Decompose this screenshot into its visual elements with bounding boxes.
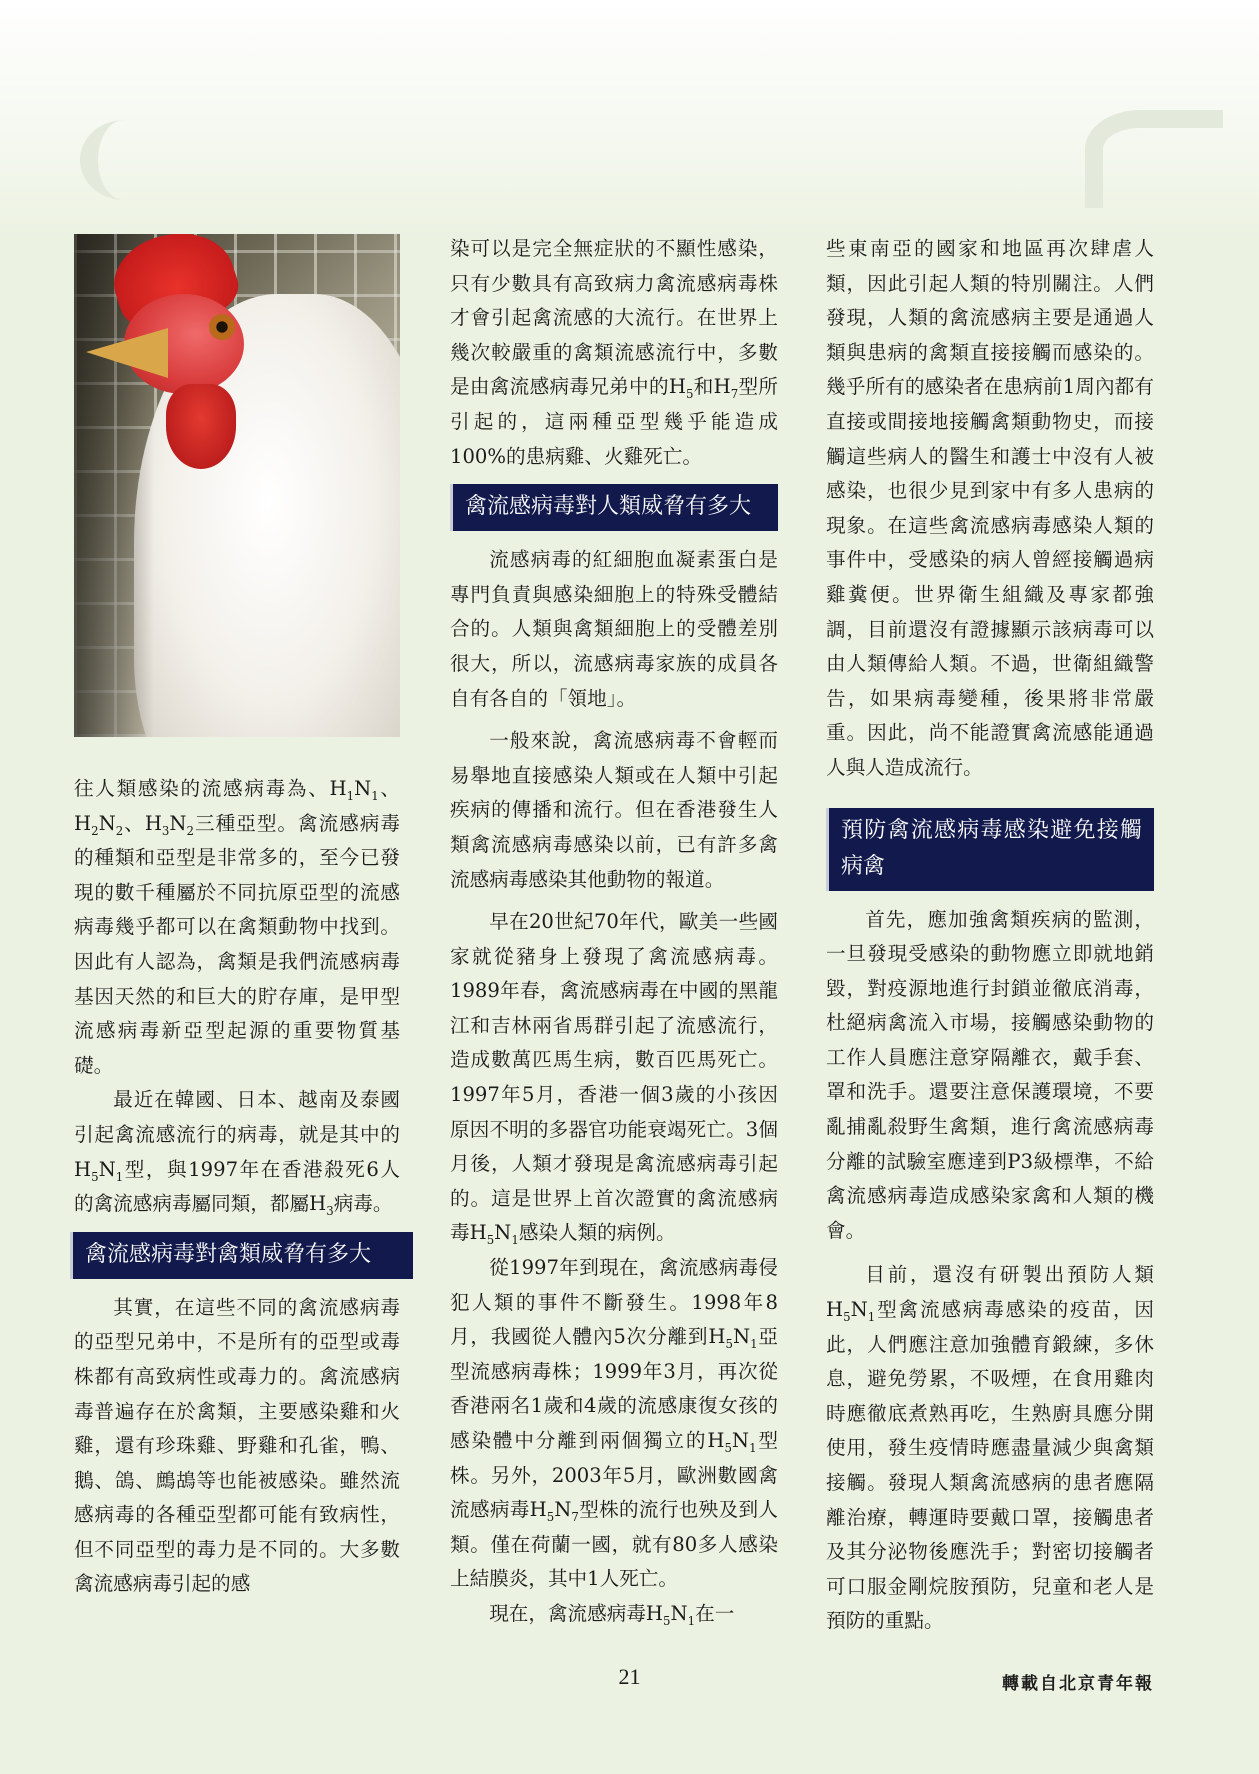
chicken-beak (86, 328, 168, 378)
chicken-eye (209, 314, 235, 340)
col3-paragraph-3: 目前，還沒有研製出預防人類$H_5N_1$型禽流感病毒感染的疫苗，因此，人們應注意加強體育鍛練，多休息，避免勞累，不吸煙，在食用雞肉時應徹底煮熟再吃，生熟廚具應分開使用，發生疫情時應盡量減少與禽類接觸。發現人類禽流感病的患者應隔離治療，轉運時要戴口罩，接觸患者及其分泌物後應洗手；對密切接觸者可口服金剛烷胺預防，兒童和老人是預防的重點。 (826, 1263, 1154, 1633)
col2-paragraph-6: 現在，禽流感病毒$H_5N_1$在一 (489, 1601, 735, 1628)
background-watermark-shape (80, 120, 168, 200)
col3-paragraph-1: 些東南亞的國家和地區再次肆虐人類，因此引起人類的特別關注。人們發現，人類的禽流感病主要是通過人類與患病的禽類直接接觸而感染的。幾乎所有的感染者在患病前1周內都有直接或間接地接觸禽類動物史，而接觸這些病人的醫生和護士中沒有人被感染，也很少見到家中有多人患病的現象。在這些禽流感病毒感染人類的事件中，受感染的病人曾經接觸過病雞糞便。世界衛生組織及專家都強調，目前還沒有證據顯示該病毒可以由人類傳給人類。不過，世衛組織警告，如果病毒變種，後果將非常嚴重。因此，尚不能證實禽流感能通過人與人造成流行。 (826, 237, 1154, 779)
col2-paragraph-3: 一般來說，禽流感病毒不會輕而易舉地直接感染人類或在人類中引起疾病的傳播和流行。但在香港發生人類禽流感病毒感染以前，已有許多禽流感病毒感染其他動物的報道。 (450, 729, 778, 891)
col1-paragraph-3: 其實，在這些不同的禽流感病毒的亞型兄弟中，不是所有的亞型或毒株都有高致病性或毒力的。禽流感病毒普遍存在於禽類，主要感染雞和火雞，還有珍珠雞、野雞和孔雀，鴨、鵝、鴿、鷓鴣等也能被感染。雖然流感病毒的各種亞型都可能有致病性，但不同亞型的毒力是不同的。大多數禽流感病毒引起的感 (74, 1295, 400, 1596)
background-watermark-shape-right (1085, 110, 1223, 208)
source-credit: 轉載自北京青年報 (1002, 1673, 1154, 1694)
col1-paragraph-2: 最近在韓國、日本、越南及泰國引起禽流感流行的病毒，就是其中的$H_5N_1$型，與1997年在香港殺死6人的禽流感病毒屬同類，都屬$H_3$病毒。 (74, 1088, 400, 1219)
chicken-wattle (166, 384, 236, 469)
col3-paragraph-2: 首先，應加強禽類疾病的監測，一旦發現受感染的動物應立即就地銷毀，對疫源地進行封鎖並徹底消毒，杜絕病禽流入市場，接觸感染動物的工作人員應注意穿隔離衣，戴手套、罩和洗手。還要注意保護環境，不要亂捕亂殺野生禽類，進行禽流感病毒分離的試驗室應達到P3級標準，不給禽流感病毒造成感染家禽和人類的機會。 (826, 907, 1154, 1242)
chicken-photo (74, 234, 400, 737)
section-heading-poultry-threat: 禽流感病毒對禽類威脅有多大 (70, 1232, 413, 1279)
col1-paragraph-1: 往人類感染的流感病毒為、$H_1N_1$、$H_2N_2$、$H_3N_2$三種亞型。禽流感病毒的種類和亞型是非常多的，至今已發現的數千種屬於不同抗原亞型的流感病毒幾乎都可以在禽類動物中找到。因此有人認為，禽類是我們流感病毒基因天然的和巨大的貯存庫，是甲型流感病毒新亞型起源的重要物質基礎。 (74, 777, 400, 1077)
section-heading-prevention: 預防禽流感病毒感染避免接觸病禽 (826, 808, 1154, 891)
column-2 (450, 232, 778, 1632)
col2-paragraph-2: 流感病毒的紅細胞血凝素蛋白是專門負責與感染細胞上的特殊受體結合的。人類與禽類細胞上的受體差別很大，所以，流感病毒家族的成員各自有各自的「領地」。 (450, 548, 778, 710)
column-1 (74, 772, 400, 1602)
page-header-band (0, 0, 1259, 240)
col2-paragraph-4: 早在20世紀70年代，歐美一些國家就從豬身上發現了禽流感病毒。1989年春，禽流感病毒在中國的黑龍江和吉林兩省馬群引起了流感流行，造成數萬匹馬生病，數百匹馬死亡。1997年5月，香港一個3歲的小孩因原因不明的多器官功能衰竭死亡。3個月後，人類才發現是禽流感病毒引起的。這是世界上首次證實的禽流感病毒$H_5N_1$感染人類的病例。 (450, 910, 778, 1248)
section-heading-human-threat: 禽流感病毒對人類威脅有多大 (450, 484, 778, 531)
page-number: 21 (618, 1664, 641, 1689)
col2-paragraph-5: 從1997年到現在，禽流感病毒侵犯人類的事件不斷發生。1998年8月，我國從人體內5次分離到$H_5N_1$亞型流感病毒株；1999年3月，再次從香港兩名1歲和4歲的流感康復女孩的感染體中分離到兩個獨立的$H_5N_1$型株。另外，2003年5月，歐洲數國禽流感病毒$H_5N_7$型株的流行也殃及到人類。僅在荷蘭一國，就有80多人感染上結膜炎，其中1人死亡。 (450, 1256, 779, 1591)
col2-paragraph-1: 染可以是完全無症狀的不顯性感染，只有少數具有高致病力禽流感病毒株才會引起禽流感的大流行。在世界上幾次較嚴重的禽類流感流行中，多數是由禽流感病毒兄弟中的$H_5$和$H_7$型所引起的，這兩種亞型幾乎能造成100%的患病雞、火雞死亡。 (450, 237, 779, 468)
column-3 (826, 232, 1154, 1702)
